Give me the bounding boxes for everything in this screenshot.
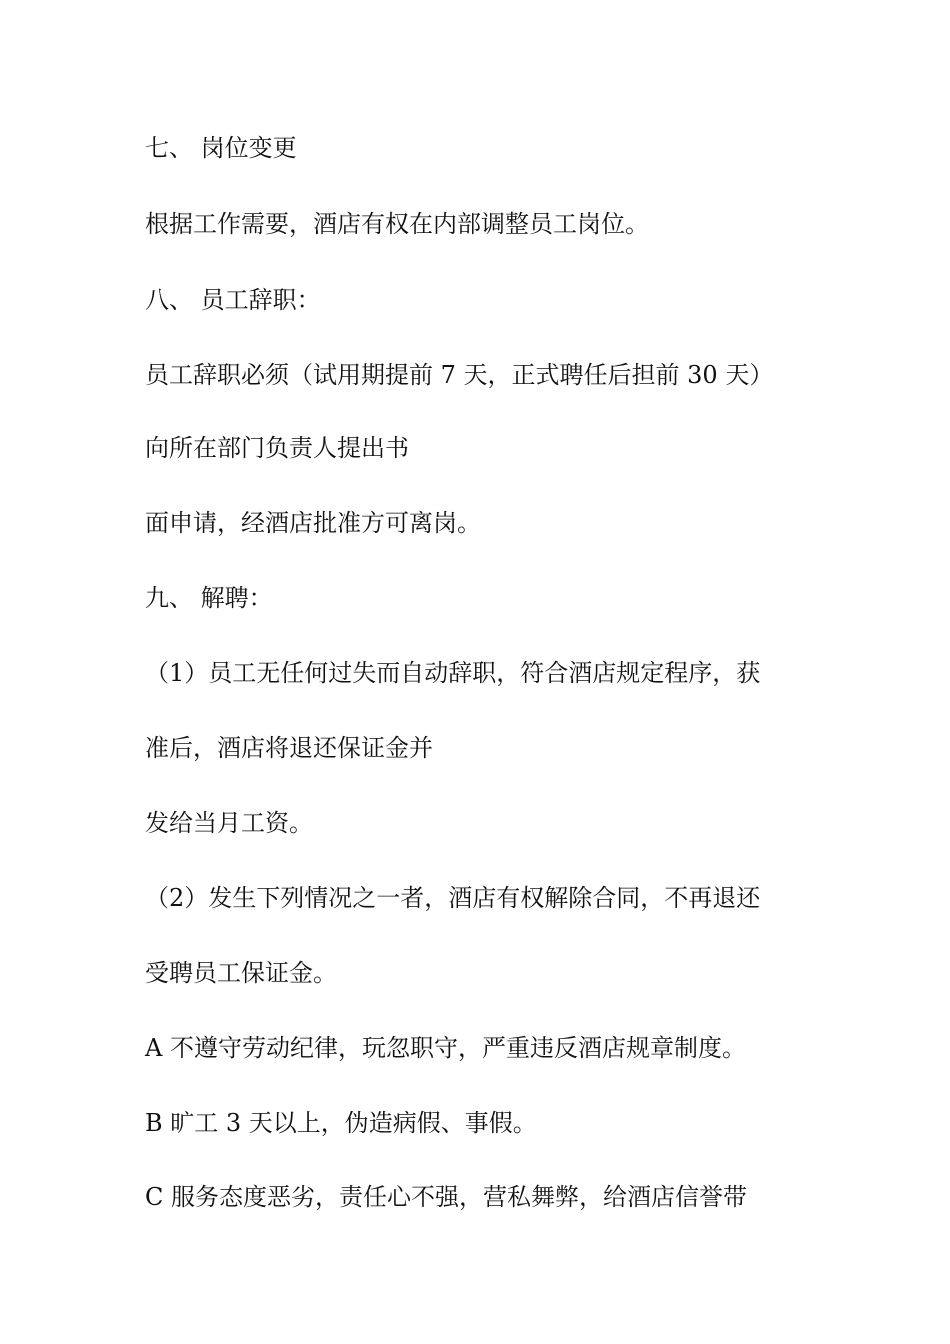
section-heading-8: 八、 员工辞职：	[145, 286, 321, 314]
list-item-a: A 不遵守劳动纪律，玩忽职守，严重违反酒店规章制度。	[145, 1034, 746, 1062]
paragraph-line: 向所在部门负责人提出书	[145, 434, 409, 462]
paragraph-line: 受聘员工保证金。	[145, 959, 337, 987]
section-heading-9: 九、 解聘：	[145, 584, 273, 612]
paragraph-line: 准后，酒店将退还保证金并	[145, 734, 433, 762]
paragraph-line: 员工辞职必须（试用期提前 7 天，正式聘任后担前 30 天）	[145, 361, 774, 389]
paragraph-line: 根据工作需要，酒店有权在内部调整员工岗位。	[145, 210, 649, 238]
list-item-c: C 服务态度恶劣，责任心不强，营私舞弊，给酒店信誉带	[145, 1183, 747, 1211]
paragraph-line: 面申请，经酒店批准方可离岗。	[145, 509, 481, 537]
paragraph-line: 发给当月工资。	[145, 809, 313, 837]
paragraph-line: （1）员工无任何过失而自动辞职，符合酒店规定程序，获	[145, 659, 761, 687]
paragraph-line: （2）发生下列情况之一者，酒店有权解除合同，不再退还	[145, 884, 761, 912]
section-heading-7: 七、 岗位变更	[145, 134, 297, 162]
list-item-b: B 旷工 3 天以上，伪造病假、事假。	[145, 1109, 537, 1137]
